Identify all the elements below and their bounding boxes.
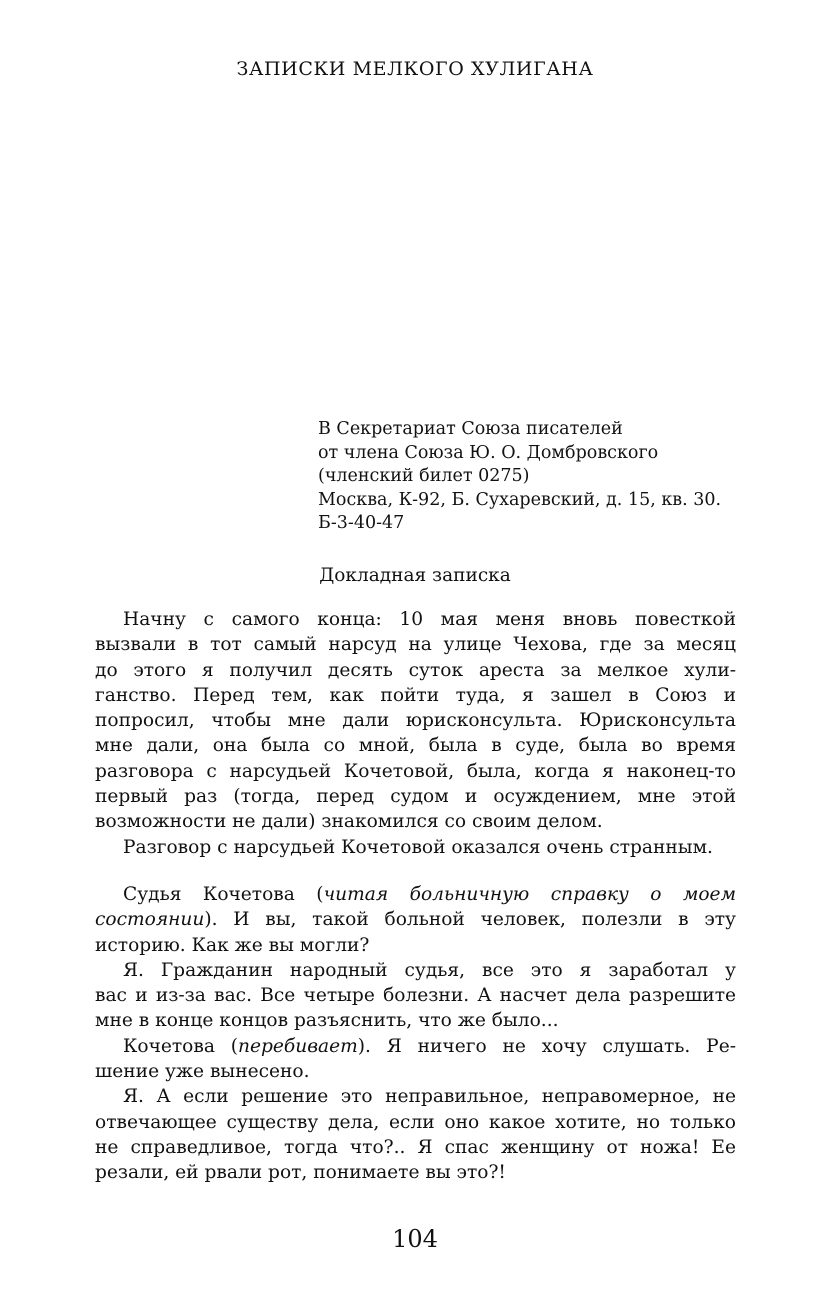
text-line: возможности не дали) знакомился со своим делом. xyxy=(95,811,603,833)
address-block xyxy=(318,418,758,536)
stage-direction: перебивает xyxy=(238,1035,358,1057)
dialogue-text: ). Я ничего не хочу слушать. Ре- xyxy=(357,1035,736,1057)
address-line: Москва, К-92, Б. Сухаревский, д. 15, кв. 30. xyxy=(318,489,722,510)
stage-direction: состоянии xyxy=(95,909,205,931)
address-line: В Секретариат Союза писателей xyxy=(318,419,623,439)
dialogue-line: не справедливое, тогда что?.. Я спас женщину от ножа! Ее xyxy=(95,1136,736,1158)
speaker: Судья Кочетова ( xyxy=(123,884,324,905)
text-line: вызвали в тот самый нарсуд на улице Чехова, где за месяц xyxy=(95,634,736,656)
dialogue-line: Я. А если решение это неправильное, неправомерное, не xyxy=(123,1086,736,1108)
stage-direction: читая больничную справку о моем xyxy=(323,884,736,905)
dialogue-text: ). И вы, такой больной человек, полезли в эту xyxy=(204,909,736,931)
paragraph-main xyxy=(95,607,736,860)
text-line: мне дали, она была со мной, была в суде, была во время xyxy=(95,735,736,757)
dialogue-line xyxy=(95,1034,736,1059)
running-head: ЗАПИСКИ МЕЛКОГО ХУЛИГАНА xyxy=(236,58,594,80)
dialogue-line xyxy=(95,907,736,932)
address-line: Б-3-40-47 xyxy=(318,513,405,534)
dialogue-line: шение уже вынесено. xyxy=(95,1061,310,1083)
text-line: попросил, чтобы мне дали юрисконсульта. Юрисконсульта xyxy=(95,710,736,732)
dialogue-line: отвечающее существу дела, если оно какое хотите, но только xyxy=(95,1111,736,1133)
text-line: ганство. Перед тем, как пойти туда, я зашел в Союз и xyxy=(95,684,736,706)
dialogue-line: вас и из-за вас. Все четыре болезни. А насчет дела разрешите xyxy=(95,985,736,1007)
speaker: Кочетова ( xyxy=(123,1035,239,1057)
dialogue-line xyxy=(95,882,736,907)
document-title xyxy=(0,565,830,586)
text-line: разговора с нарсудьей Кочетовой, была, когда я наконец-то xyxy=(95,760,736,782)
address-line: от члена Союза Ю. О. Домбровского xyxy=(318,442,659,463)
dialogue-line: резали, ей рвали рот, понимаете вы это?! xyxy=(95,1162,506,1184)
dialogue-line: Я. Гражданин народный судья, все это я заработал у xyxy=(123,959,736,981)
dialogue-line: историю. Как же вы могли? xyxy=(95,934,370,956)
text-line: до этого я получил десять суток ареста за мелкое хули- xyxy=(95,659,736,681)
text-line: первый раз (тогда, перед судом и осуждением, мне этой xyxy=(95,786,736,808)
document-title-text: Докладная записка xyxy=(319,565,511,586)
text-line: Начну с самого конца: 10 мая меня вновь повесткой xyxy=(123,609,736,630)
dialogue-block xyxy=(95,882,736,1186)
dialogue-line: мне в конце концов разъяснить, что же было... xyxy=(95,1010,559,1032)
page-number: 104 xyxy=(392,1225,438,1253)
text-line: Разговор с нарсудьей Кочетовой оказался очень странным. xyxy=(123,836,713,858)
address-line: (членский билет 0275) xyxy=(318,466,530,487)
